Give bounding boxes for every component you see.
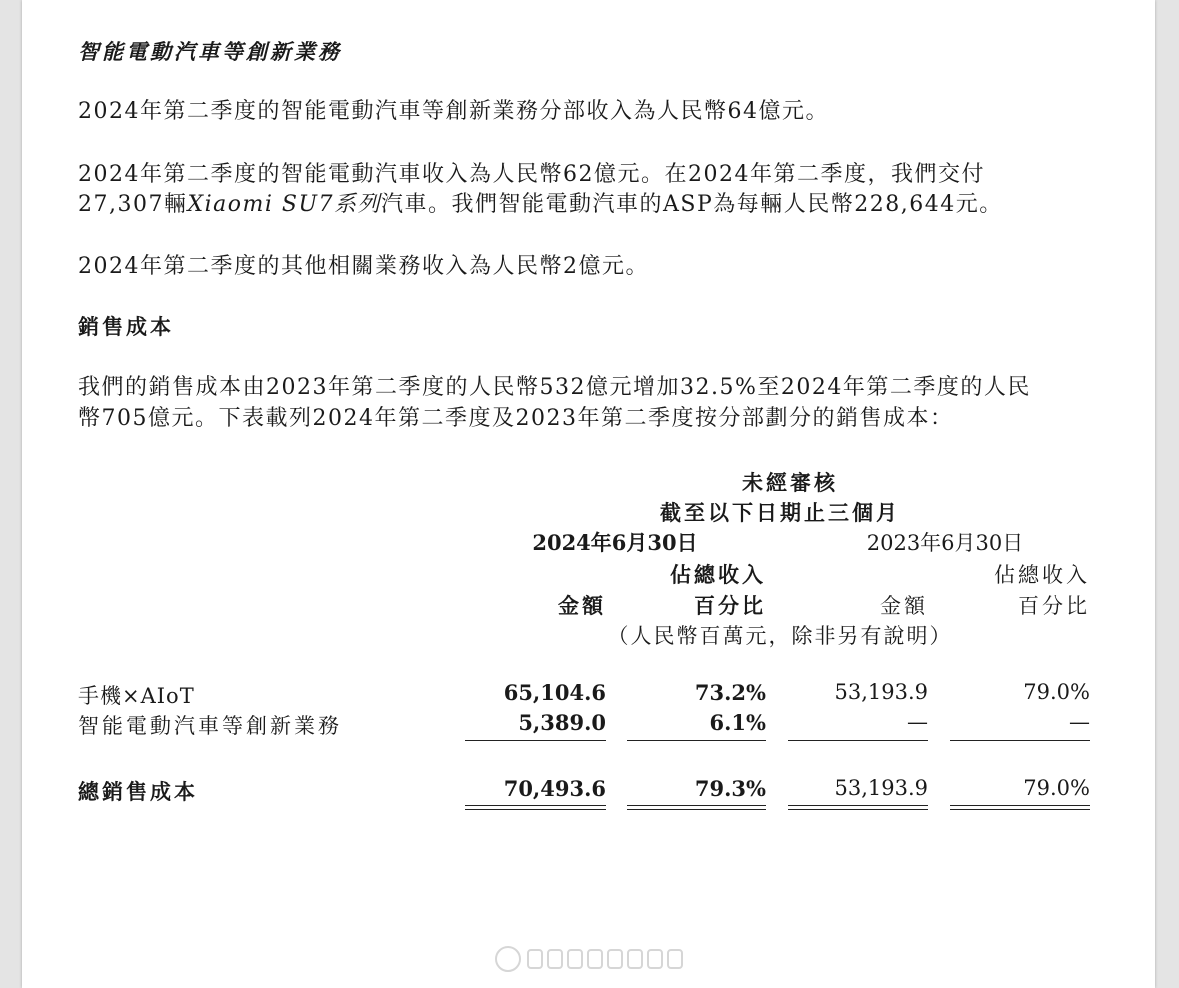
- header-pct-2023-line1: 佔總收入: [994, 563, 1090, 587]
- subtotal-rule: [950, 740, 1090, 741]
- row-label-total: 總銷售成本: [78, 779, 198, 804]
- total-double-rule: [788, 805, 928, 810]
- row-label-ev-innovation: 智能電動汽車等創新業務: [78, 714, 342, 738]
- subtotal-rule: [788, 740, 928, 741]
- section-title-ev: 智能電動汽車等創新業務: [78, 39, 342, 64]
- row-label-smartphone-aiot: 手機×AIoT: [78, 684, 195, 708]
- total-pct-2023: 79.0%: [1023, 776, 1090, 800]
- cell-pct-2023: 79.0%: [1023, 680, 1090, 704]
- paragraph-ev-segment-revenue: 2024年第二季度的智能電動汽車等創新業務分部收入為人民幣64億元。: [78, 99, 829, 124]
- asp-text: 汽車。我們智能電動汽車的ASP為每輛人民幣228,644元。: [381, 192, 1003, 217]
- header-unit-note: （人民幣百萬元，除非另有說明）: [607, 624, 953, 648]
- paragraph-cost-line2: 幣705億元。下表載列2024年第二季度及2023年第二季度按分部劃分的銷售成本：: [78, 406, 954, 431]
- paragraph-cost-line1: 我們的銷售成本由2023年第二季度的人民幣532億元增加32.5%至2024年第二季度的人民: [78, 375, 1031, 400]
- header-unaudited: 未經審核: [742, 470, 838, 495]
- subtotal-rule: [627, 740, 766, 741]
- cell-amt-2024: 5,389.0: [518, 710, 606, 735]
- header-date-2023: 2023年6月30日: [866, 531, 1024, 555]
- cell-amt-2024: 65,104.6: [503, 680, 606, 705]
- header-pct-2024-line2: 百分比: [694, 593, 766, 618]
- header-date-2024: 2024年6月30日: [532, 530, 698, 555]
- document-page: [22, 0, 1155, 988]
- total-amt-2024: 70,493.6: [503, 776, 606, 801]
- total-amt-2023: 53,193.9: [834, 776, 928, 800]
- watermark-icon: [490, 942, 690, 976]
- header-amount-2023: 金額: [880, 594, 928, 618]
- header-pct-2023-line2: 百分比: [1018, 594, 1090, 618]
- cell-pct-2023: —: [1069, 710, 1090, 734]
- model-name: Xiaomi SU7系列: [187, 192, 382, 217]
- paragraph-ev-revenue-line2: [78, 187, 1003, 218]
- cell-amt-2023: —: [907, 710, 928, 734]
- total-double-rule: [465, 805, 606, 810]
- deliveries-count: 27,307輛: [78, 192, 188, 217]
- section-title-cost-of-sales: 銷售成本: [78, 314, 174, 339]
- cell-pct-2024: 6.1%: [709, 710, 766, 735]
- header-pct-2024-line1: 佔總收入: [670, 562, 766, 587]
- paragraph-ev-revenue-line1: 2024年第二季度的智能電動汽車收入為人民幣62億元。在2024年第二季度，我們交付: [78, 162, 985, 187]
- header-period: 截至以下日期止三個月: [660, 500, 900, 525]
- header-amount-2024: 金額: [558, 593, 606, 618]
- paragraph-other-revenue: 2024年第二季度的其他相關業務收入為人民幣2億元。: [78, 254, 649, 279]
- subtotal-rule: [465, 740, 606, 741]
- cell-amt-2023: 53,193.9: [834, 680, 928, 704]
- cell-pct-2024: 73.2%: [694, 680, 766, 705]
- total-double-rule: [627, 805, 766, 810]
- total-double-rule: [950, 805, 1090, 810]
- total-pct-2024: 79.3%: [694, 776, 766, 801]
